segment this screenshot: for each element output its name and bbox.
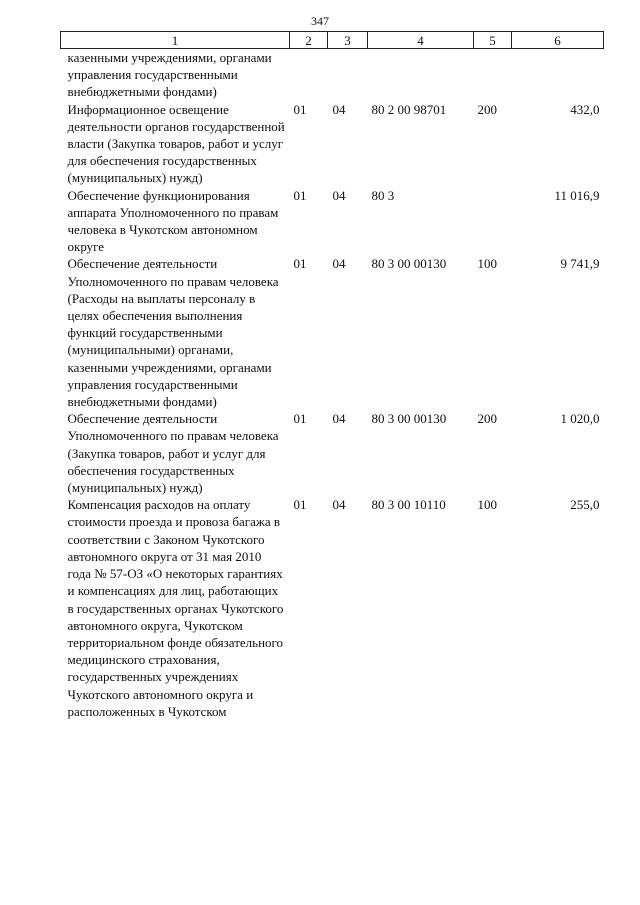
table-body	[61, 49, 604, 720]
row-subsection: 04	[332, 101, 346, 117]
row-expense-type: 100	[477, 256, 497, 272]
row-name: Обеспечение деятельности Уполномоченного по правам человека (Закупка товаров, работ и услуг для обеспечения государственных (муниципальных) нужд)	[67, 411, 279, 496]
row-amount: 1 020,0	[560, 411, 600, 427]
row-target-article: 80 3 00 10110	[371, 497, 446, 513]
column-header-target-article: 4	[368, 32, 474, 49]
row-section: 01	[293, 497, 307, 513]
row-target-article: 80 3 00 00130	[371, 256, 447, 272]
table-row	[61, 496, 604, 720]
row-amount: 432,0	[570, 101, 600, 117]
row-name: Компенсация расходов на оплату стоимости проезда и провоза багажа в соответствии с Законом Чукотского автономного округа от 31 мая 2010 года № 57-ОЗ «О некоторых гарантиях и компенсациях для лиц, работающих в государственных органах Чукотского автономного округа, Чукотском территориальном фонде обязательного медицинского страхования, государственных учреждениях Чукотского автономного округа и расположенных в Чукотском	[67, 497, 284, 719]
page-number: 347	[311, 14, 329, 28]
row-target-article: 80 3	[371, 187, 395, 203]
column-header-name: 1	[61, 32, 290, 49]
row-target-article	[368, 49, 474, 101]
row-name: Информационное освещение деятельности органов государственной власти (Закупка товаров, работ и услуг для обеспечения государственных (муниципальных) нужд)	[67, 101, 285, 186]
row-expense-type: 200	[477, 411, 497, 427]
row-name: Обеспечение деятельности Уполномоченного по правам человека (Расходы на выплаты персоналу в целях обеспечения выполнения функций государственными (муниципальными) органами, казенными учреждениями, органами управления государственными внебюджетными фондами)	[67, 256, 279, 410]
table-header-row	[61, 32, 604, 49]
row-subsection	[328, 49, 368, 101]
column-header-section: 2	[290, 32, 328, 49]
row-subsection: 04	[332, 497, 346, 513]
table-row	[61, 101, 604, 187]
row-subsection: 04	[332, 411, 346, 427]
row-expense-type: 100	[477, 497, 497, 513]
budget-table	[60, 31, 604, 720]
row-subsection: 04	[332, 256, 346, 272]
table-row	[61, 187, 604, 256]
row-amount: 9 741,9	[560, 256, 600, 272]
row-name: казенными учреждениями, органами управления государственными внебюджетными фондами)	[67, 50, 272, 100]
row-expense-type	[474, 187, 512, 256]
row-section: 01	[293, 101, 307, 117]
row-expense-type	[474, 49, 512, 101]
column-header-subsection: 3	[328, 32, 368, 49]
table-row	[61, 410, 604, 496]
row-target-article: 80 3 00 00130	[371, 411, 447, 427]
row-amount	[512, 49, 604, 101]
row-subsection: 04	[332, 187, 346, 203]
row-section	[290, 49, 328, 101]
table-row	[61, 49, 604, 101]
row-amount: 11 016,9	[554, 187, 600, 203]
row-section: 01	[293, 187, 307, 203]
row-amount: 255,0	[570, 497, 600, 513]
row-section: 01	[293, 411, 307, 427]
table-row	[61, 255, 604, 410]
column-header-amount: 6	[512, 32, 604, 49]
row-section: 01	[293, 256, 307, 272]
column-header-expense-type: 5	[474, 32, 512, 49]
row-name: Обеспечение функционирования аппарата Уполномоченного по правам человека в Чукотском автономном округе	[67, 187, 279, 255]
row-target-article: 80 2 00 98701	[371, 101, 447, 117]
row-expense-type: 200	[477, 101, 497, 117]
